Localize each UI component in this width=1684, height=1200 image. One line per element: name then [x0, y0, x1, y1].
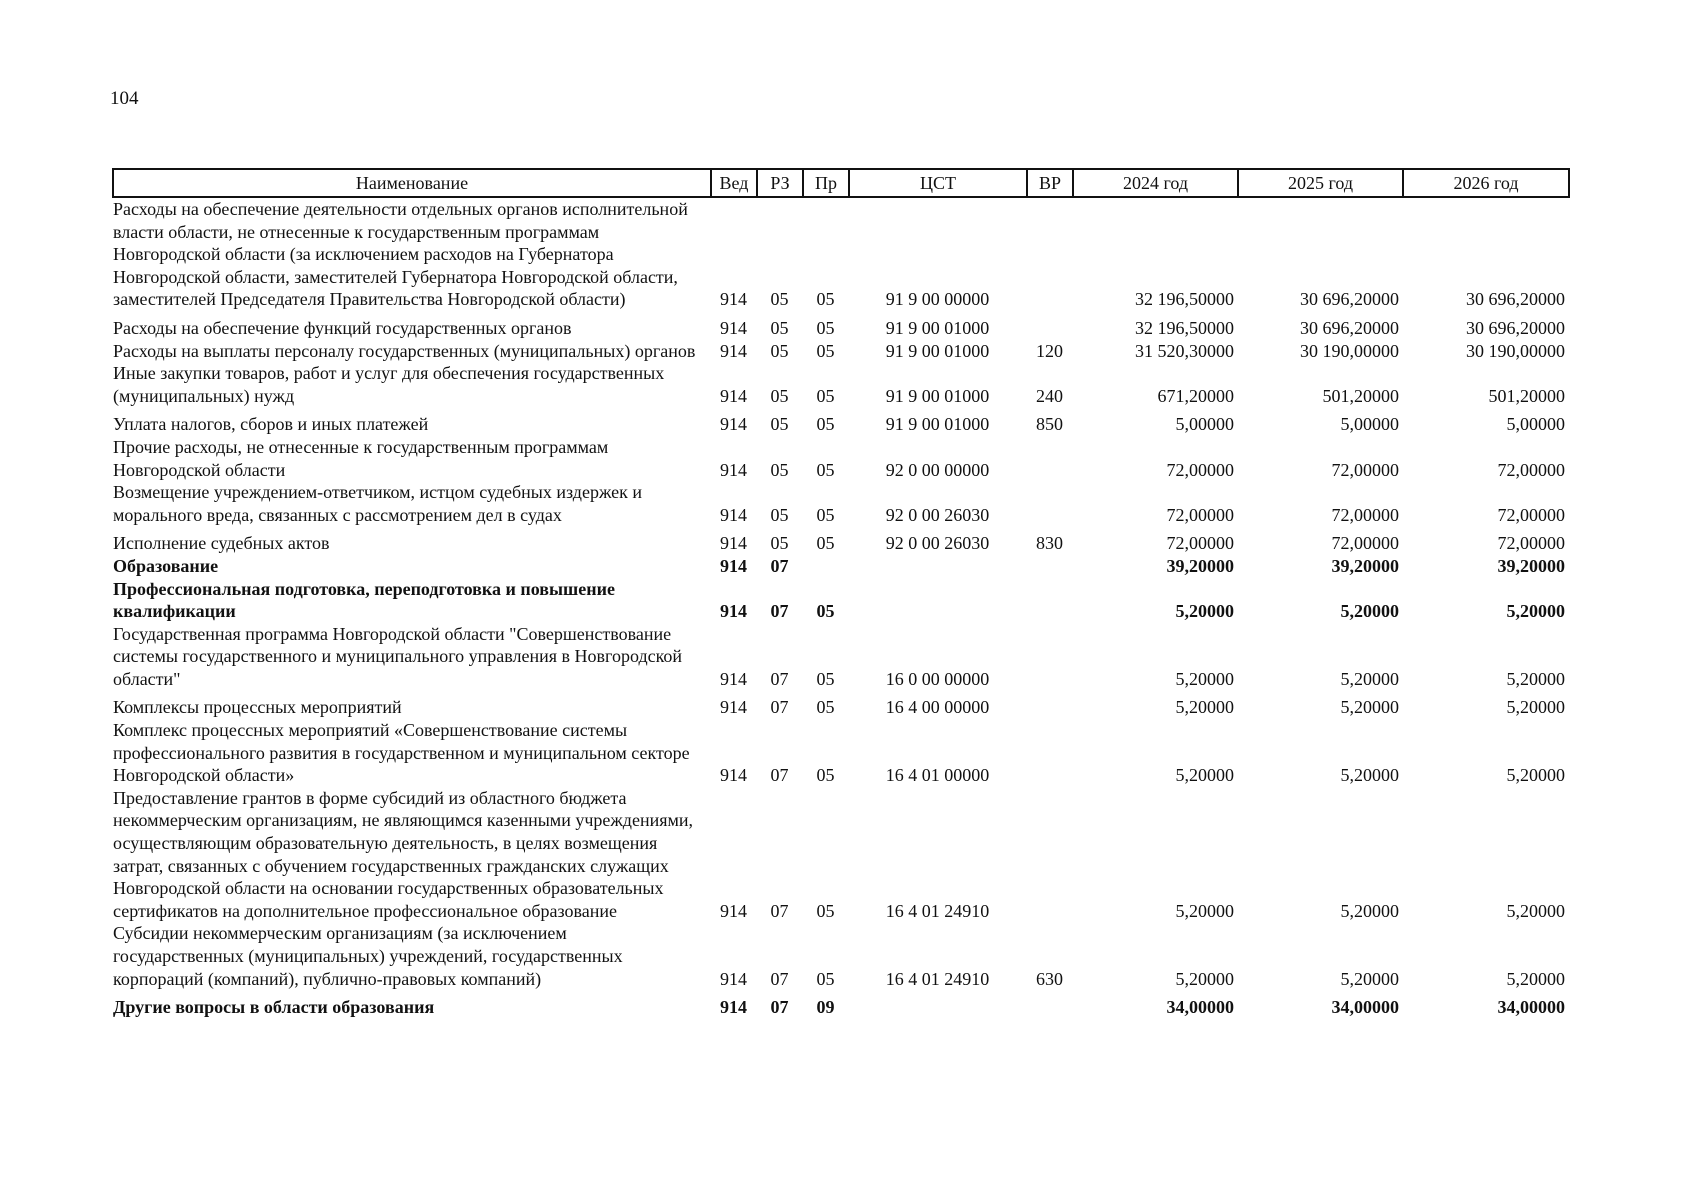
row-name: Расходы на выплаты персоналу государственных (муниципальных) органов — [113, 340, 696, 361]
row-amount-2024: 72,00000 — [1166, 504, 1234, 525]
row-amount-2024: 5,20000 — [1175, 601, 1234, 622]
row-amount-2025: 501,20000 — [1322, 385, 1399, 406]
row-amount-2026: 5,20000 — [1506, 968, 1565, 989]
row-ved: 914 — [720, 765, 747, 786]
row-amount-2024: 31 520,30000 — [1135, 340, 1234, 361]
row-amount-2026: 5,20000 — [1506, 697, 1565, 718]
row-name: Исполнение судебных актов — [113, 533, 330, 554]
row-cst: 16 4 01 00000 — [885, 765, 990, 786]
row-name: Иные закупки товаров, работ и услуг для обеспечения государственных (муниципальных) нужд — [113, 363, 665, 406]
table-row — [113, 719, 1569, 787]
row-pr: 05 — [816, 697, 835, 718]
header-ved: Вед — [711, 169, 757, 197]
row-rz: 07 — [770, 765, 789, 786]
row-vr — [1027, 578, 1073, 623]
row-cst: 91 9 00 01000 — [885, 385, 990, 406]
row-ved: 914 — [720, 697, 747, 718]
row-pr: 05 — [816, 340, 835, 361]
row-vr — [1027, 719, 1073, 787]
row-pr: 05 — [816, 900, 835, 921]
row-amount-2025: 72,00000 — [1331, 459, 1399, 480]
row-vr: 830 — [1036, 533, 1063, 554]
row-rz: 05 — [770, 385, 789, 406]
row-amount-2026: 30 190,00000 — [1466, 340, 1565, 361]
row-amount-2026: 5,00000 — [1506, 414, 1565, 435]
row-amount-2025: 30 696,20000 — [1300, 289, 1399, 310]
table-row — [113, 481, 1569, 526]
row-ved: 914 — [720, 968, 747, 989]
row-pr: 05 — [816, 504, 835, 525]
table-row — [113, 990, 1569, 1019]
page-number: 104 — [110, 88, 139, 109]
row-amount-2026: 72,00000 — [1497, 459, 1565, 480]
row-amount-2026: 5,20000 — [1506, 601, 1565, 622]
row-ved: 914 — [720, 504, 747, 525]
row-vr: 240 — [1036, 385, 1063, 406]
row-vr — [1027, 623, 1073, 691]
row-ved: 914 — [720, 900, 747, 921]
row-vr — [1027, 197, 1073, 311]
header-cst: ЦСТ — [849, 169, 1027, 197]
row-rz: 05 — [770, 459, 789, 480]
row-amount-2026: 5,20000 — [1506, 668, 1565, 689]
table-row — [113, 578, 1569, 623]
table-row — [113, 526, 1569, 555]
row-ved: 914 — [720, 555, 747, 576]
row-name: Комплексы процессных мероприятий — [113, 697, 402, 718]
row-pr: 09 — [816, 997, 835, 1018]
row-vr — [1027, 555, 1073, 578]
row-amount-2025: 5,20000 — [1340, 765, 1399, 786]
header-name: Наименование — [113, 169, 711, 197]
row-name: Уплата налогов, сборов и иных платежей — [113, 414, 429, 435]
row-amount-2025: 5,20000 — [1340, 668, 1399, 689]
row-amount-2025: 5,20000 — [1340, 697, 1399, 718]
row-name: Другие вопросы в области образования — [113, 997, 435, 1018]
row-rz: 07 — [770, 997, 789, 1018]
row-cst: 91 9 00 00000 — [885, 289, 990, 310]
row-cst — [849, 555, 1027, 578]
row-amount-2025: 5,20000 — [1340, 601, 1399, 622]
row-amount-2026: 5,20000 — [1506, 900, 1565, 921]
row-vr — [1027, 311, 1073, 340]
row-pr: 05 — [816, 533, 835, 554]
header-2026: 2026 год — [1403, 169, 1569, 197]
row-amount-2025: 30 696,20000 — [1300, 317, 1399, 338]
row-ved: 914 — [720, 340, 747, 361]
row-amount-2026: 72,00000 — [1497, 533, 1565, 554]
row-vr: 850 — [1036, 414, 1063, 435]
row-rz: 05 — [770, 533, 789, 554]
row-name: Профессиональная подготовка, переподготовка и повышение квалификации — [113, 578, 615, 622]
row-vr: 120 — [1036, 340, 1063, 361]
row-amount-2024: 5,00000 — [1175, 414, 1234, 435]
row-amount-2024: 72,00000 — [1166, 459, 1234, 480]
row-name: Предоставление грантов в форме субсидий из областного бюджета некоммерческим организациям, не являющимся казенными учреждениями, осуществляющим образовательную деятельность, в целях возмещения затрат, связанных с обучением государственных гражданских служащих Новгородской области на основании государственных образовательных сертификатов на дополнительное профессиональное образование — [113, 787, 694, 921]
row-amount-2024: 671,20000 — [1157, 385, 1234, 406]
row-amount-2024: 39,20000 — [1166, 555, 1234, 576]
table-row — [113, 436, 1569, 481]
row-name: Расходы на обеспечение функций государственных органов — [113, 317, 572, 338]
row-pr: 05 — [816, 668, 835, 689]
row-cst: 91 9 00 01000 — [885, 414, 990, 435]
row-vr: 630 — [1036, 968, 1063, 989]
row-name: Образование — [113, 555, 219, 576]
row-cst: 91 9 00 01000 — [885, 340, 990, 361]
row-amount-2024: 72,00000 — [1166, 533, 1234, 554]
row-rz: 05 — [770, 504, 789, 525]
row-vr — [1027, 787, 1073, 923]
row-pr: 05 — [816, 385, 835, 406]
budget-table — [112, 168, 1570, 1019]
row-amount-2025: 39,20000 — [1331, 555, 1399, 576]
table-row — [113, 922, 1569, 990]
row-rz: 07 — [770, 555, 789, 576]
row-cst: 92 0 00 26030 — [885, 504, 990, 525]
row-amount-2024: 5,20000 — [1175, 765, 1234, 786]
row-name: Расходы на обеспечение деятельности отдельных органов исполнительной власти области, не отнесенные к государственным программам Новгородской области (за исключением расходов на Губернатора Новгородской области, заместителей Губернатора Новгородской области, заместителей Председателя Правительства Новгородской области) — [113, 199, 688, 310]
row-cst — [849, 578, 1027, 623]
row-ved: 914 — [720, 414, 747, 435]
table-row — [113, 362, 1569, 407]
row-cst: 16 4 01 24910 — [885, 968, 990, 989]
row-amount-2026: 30 696,20000 — [1466, 289, 1565, 310]
row-rz: 07 — [770, 601, 789, 622]
row-amount-2026: 30 696,20000 — [1466, 317, 1565, 338]
row-cst: 16 4 00 00000 — [885, 697, 990, 718]
row-cst — [849, 990, 1027, 1019]
row-amount-2024: 32 196,50000 — [1135, 289, 1234, 310]
row-pr: 05 — [816, 765, 835, 786]
row-vr — [1027, 990, 1073, 1019]
row-amount-2025: 5,00000 — [1340, 414, 1399, 435]
table-row — [113, 340, 1569, 363]
row-pr — [803, 555, 849, 578]
row-amount-2025: 5,20000 — [1340, 968, 1399, 989]
row-cst: 92 0 00 00000 — [885, 459, 990, 480]
row-vr — [1027, 436, 1073, 481]
row-pr: 05 — [816, 601, 835, 622]
row-vr — [1027, 481, 1073, 526]
table-row — [113, 690, 1569, 719]
row-pr: 05 — [816, 289, 835, 310]
row-ved: 914 — [720, 385, 747, 406]
row-pr: 05 — [816, 317, 835, 338]
row-amount-2026: 34,00000 — [1497, 997, 1565, 1018]
row-amount-2024: 5,20000 — [1175, 968, 1234, 989]
row-ved: 914 — [720, 997, 747, 1018]
row-name: Государственная программа Новгородской области "Совершенствование системы государственного и муниципального управления в Новгородской области" — [113, 623, 683, 689]
header-2025: 2025 год — [1238, 169, 1403, 197]
row-ved: 914 — [720, 289, 747, 310]
row-ved: 914 — [720, 459, 747, 480]
table-row — [113, 407, 1569, 436]
row-amount-2024: 32 196,50000 — [1135, 317, 1234, 338]
row-cst: 16 0 00 00000 — [885, 668, 990, 689]
row-amount-2025: 30 190,00000 — [1300, 340, 1399, 361]
row-amount-2024: 34,00000 — [1166, 997, 1234, 1018]
table-row — [113, 787, 1569, 923]
row-amount-2026: 72,00000 — [1497, 504, 1565, 525]
row-ved: 914 — [720, 533, 747, 554]
row-rz: 05 — [770, 317, 789, 338]
row-name: Комплекс процессных мероприятий «Совершенствование системы профессионального развития в государственном и муниципальном секторе Новгородской области» — [113, 720, 690, 786]
row-ved: 914 — [720, 668, 747, 689]
row-amount-2025: 5,20000 — [1340, 900, 1399, 921]
row-cst: 91 9 00 01000 — [885, 317, 990, 338]
header-2024: 2024 год — [1073, 169, 1238, 197]
row-rz: 07 — [770, 900, 789, 921]
row-name: Субсидии некоммерческим организациям (за исключением государственных (муниципальных) учреждений, государственных корпораций (компаний), публично-правовых компаний) — [113, 923, 623, 989]
row-pr: 05 — [816, 968, 835, 989]
row-amount-2026: 39,20000 — [1497, 555, 1565, 576]
table-row — [113, 197, 1569, 311]
row-rz: 05 — [770, 289, 789, 310]
row-amount-2025: 72,00000 — [1331, 504, 1399, 525]
row-rz: 07 — [770, 697, 789, 718]
row-rz: 07 — [770, 668, 789, 689]
row-amount-2025: 34,00000 — [1331, 997, 1399, 1018]
row-amount-2024: 5,20000 — [1175, 668, 1234, 689]
row-rz: 05 — [770, 414, 789, 435]
row-name: Возмещение учреждением-ответчиком, истцом судебных издержек и морального вреда, связанных с рассмотрением дел в судах — [113, 482, 643, 525]
row-pr: 05 — [816, 459, 835, 480]
row-amount-2025: 72,00000 — [1331, 533, 1399, 554]
row-rz: 07 — [770, 968, 789, 989]
table-header-row — [113, 169, 1569, 197]
row-ved: 914 — [720, 317, 747, 338]
row-name: Прочие расходы, не отнесенные к государственным программам Новгородской области — [113, 436, 609, 480]
header-vr: ВР — [1027, 169, 1073, 197]
row-amount-2024: 5,20000 — [1175, 697, 1234, 718]
row-amount-2024: 5,20000 — [1175, 900, 1234, 921]
row-amount-2026: 501,20000 — [1488, 385, 1565, 406]
table-row — [113, 311, 1569, 340]
row-vr — [1027, 690, 1073, 719]
table-row — [113, 555, 1569, 578]
header-rz: РЗ — [757, 169, 803, 197]
row-cst: 92 0 00 26030 — [885, 533, 990, 554]
row-pr: 05 — [816, 414, 835, 435]
row-cst: 16 4 01 24910 — [885, 900, 990, 921]
row-ved: 914 — [720, 601, 747, 622]
header-pr: Пр — [803, 169, 849, 197]
row-rz: 05 — [770, 340, 789, 361]
row-amount-2026: 5,20000 — [1506, 765, 1565, 786]
table-row — [113, 623, 1569, 691]
